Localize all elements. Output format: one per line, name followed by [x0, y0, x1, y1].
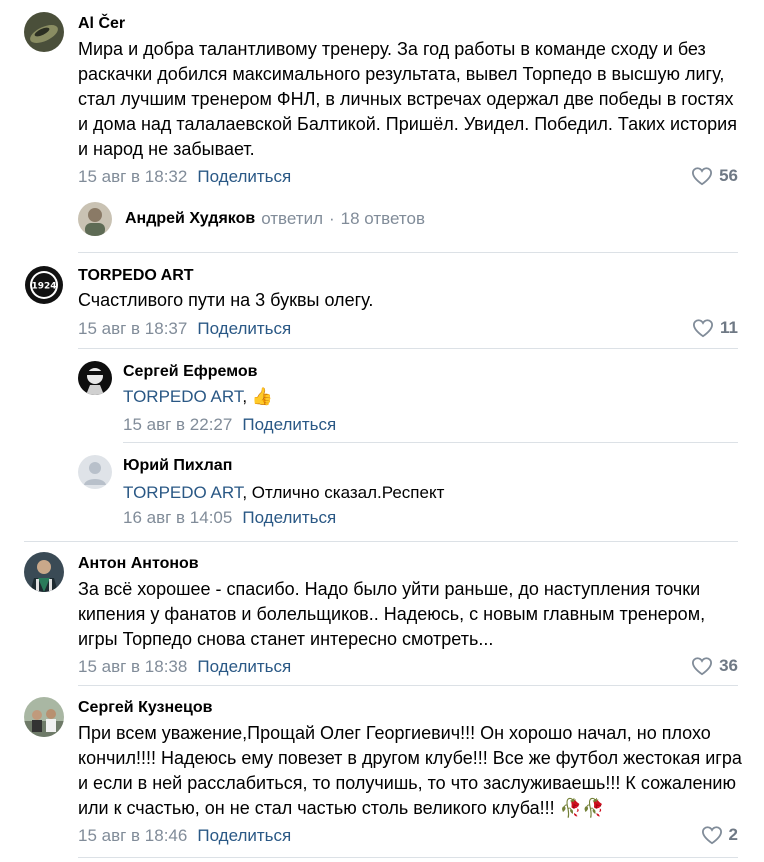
- thumbs-up-emoji: 👍: [251, 387, 273, 406]
- separator-dot: ·: [329, 209, 335, 228]
- divider: [123, 442, 738, 443]
- comment-date[interactable]: 15 авг в 18:38: [78, 657, 188, 676]
- avatar[interactable]: [24, 265, 64, 305]
- divider: [78, 252, 738, 253]
- comment-date[interactable]: 15 авг в 18:46: [78, 826, 188, 845]
- share-button[interactable]: Поделиться: [242, 415, 337, 434]
- reply-text-body: , Отлично сказал.Респект: [242, 483, 445, 502]
- share-button[interactable]: Поделиться: [242, 508, 337, 527]
- avatar[interactable]: [24, 552, 64, 592]
- reply-meta: [123, 508, 336, 528]
- replies-preview[interactable]: [125, 209, 425, 229]
- reply-meta: [123, 415, 336, 435]
- svg-text:1924: 1924: [31, 281, 57, 292]
- avatar[interactable]: [24, 12, 64, 52]
- comment-text: Мира и добра талантливому тренеру. За год работы в команде сходу и без раскачки добился максимального результата, вывел Торпедо в высшую лигу, стал лучшим тренером ФНЛ, в личных встречах одержал две победы в гостях и дома над талалаевской Балтикой. Пришёл. Увидел. Победил. Таких история и народ не забывает.: [78, 39, 737, 159]
- share-button[interactable]: Поделиться: [197, 826, 292, 845]
- replies-count[interactable]: 18 ответов: [340, 209, 425, 228]
- comment-author[interactable]: Al Čer: [78, 15, 126, 32]
- divider: [78, 685, 738, 686]
- comment-author[interactable]: TORPEDO ART: [78, 267, 194, 284]
- comment-text-body: При всем уважение,Прощай Олег Георгиевич!!! Он хорошо начал, но плохо кончил!!!! Надеюсь ему повезет в другом клубе!!! Все же футбол жестокая игра и если в ней расслабиться, то получишь, то что заслуживаешь!!! К сожалению или к счастью, он не стал частью столь великого клуба!!!: [78, 723, 742, 818]
- rose-emoji: 🥀🥀: [559, 798, 605, 818]
- reply-author[interactable]: Андрей Худяков: [125, 210, 256, 227]
- reply-author[interactable]: Юрий Пихлап: [123, 457, 233, 474]
- like-count: 56: [719, 166, 738, 185]
- comment-meta: [78, 657, 291, 677]
- avatar[interactable]: [78, 361, 112, 395]
- reply-text-body: ,: [242, 387, 252, 406]
- divider: [24, 541, 738, 542]
- comment-date[interactable]: 15 авг в 22:27: [123, 415, 233, 434]
- like-button[interactable]: [691, 656, 738, 676]
- heart-icon: [701, 825, 723, 845]
- divider: [78, 857, 738, 858]
- mention-link[interactable]: TORPEDO ART: [123, 387, 243, 406]
- reply-author[interactable]: Сергей Ефремов: [123, 363, 258, 380]
- avatar[interactable]: [78, 455, 112, 489]
- comment-date[interactable]: 15 авг в 18:37: [78, 319, 188, 338]
- reply-action: ответил: [261, 209, 323, 228]
- comment-meta: [78, 319, 291, 339]
- reply-text: [123, 480, 723, 505]
- mention-link[interactable]: TORPEDO ART: [123, 483, 243, 502]
- like-count: 36: [719, 656, 738, 675]
- comment-date[interactable]: 16 авг в 14:05: [123, 508, 233, 527]
- heart-icon: [691, 656, 713, 676]
- comment-meta: [78, 826, 291, 846]
- divider: [78, 348, 738, 349]
- like-count: 2: [728, 825, 738, 844]
- reply-text: [123, 384, 723, 409]
- share-button[interactable]: Поделиться: [197, 167, 292, 186]
- comment-text: Счастливого пути на 3 буквы олегу.: [78, 290, 374, 310]
- comment-meta: [78, 167, 291, 187]
- like-count: 11: [720, 318, 738, 337]
- avatar[interactable]: [78, 202, 112, 236]
- avatar[interactable]: [24, 697, 64, 737]
- share-button[interactable]: Поделиться: [197, 319, 292, 338]
- comment-text: За всё хорошее - спасибо. Надо было уйти раньше, до наступления точки кипения у фанатов и болельщиков.. Надеюсь, с новым главным тренером, игры Торпедо снова станет интересно смотреть...: [78, 579, 706, 649]
- heart-icon: [692, 318, 714, 338]
- heart-icon: [691, 166, 713, 186]
- share-button[interactable]: Поделиться: [197, 657, 292, 676]
- comment-author[interactable]: Антон Антонов: [78, 555, 199, 572]
- like-button[interactable]: [692, 318, 738, 338]
- like-button[interactable]: [691, 166, 738, 186]
- comment-date[interactable]: 15 авг в 18:32: [78, 167, 188, 186]
- comment-text: [78, 721, 748, 821]
- like-button[interactable]: [701, 825, 738, 845]
- comment-author[interactable]: Сергей Кузнецов: [78, 699, 213, 716]
